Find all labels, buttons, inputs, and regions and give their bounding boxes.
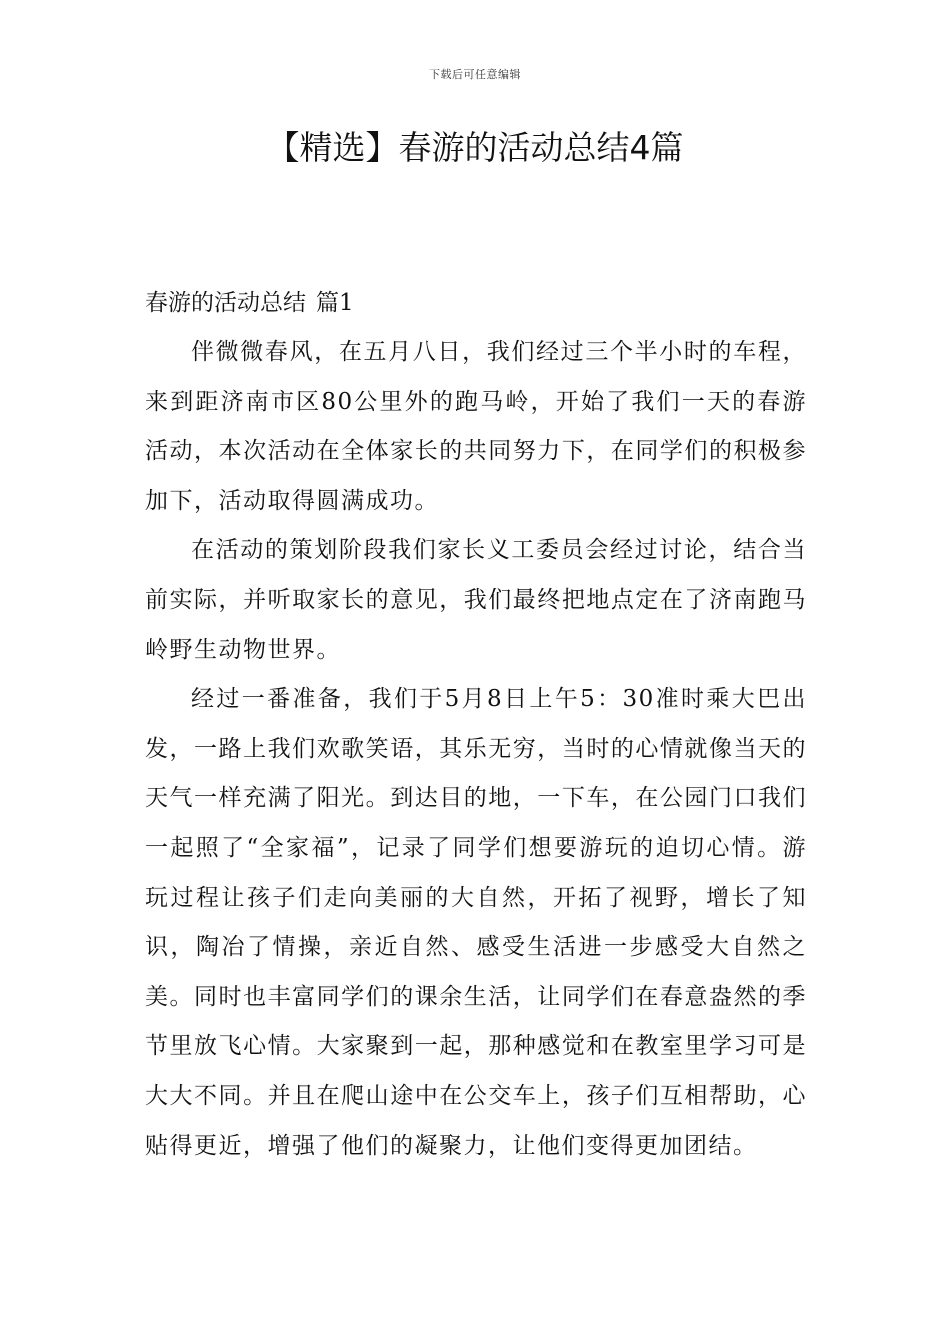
- document-title: 【精选】春游的活动总结4篇: [266, 128, 684, 167]
- section-heading: [145, 278, 807, 328]
- section-number: 篇1: [316, 290, 354, 316]
- section-heading-text: 春游的活动总结: [145, 290, 306, 316]
- document-body: [145, 278, 807, 1171]
- paragraph-1: 伴微微春风，在五月八日，我们经过三个半小时的车程，来到距济南市区80公里外的跑马岭，开始了我们一天的春游活动，本次活动在全体家长的共同努力下，在同学们的积极参加下，活动取得圆满成功。: [145, 339, 807, 514]
- header-note: 下载后可任意编辑: [429, 68, 521, 81]
- paragraph-2: 在活动的策划阶段我们家长义工委员会经过讨论，结合当前实际，并听取家长的意见，我们最终把地点定在了济南跑马岭野生动物世界。: [145, 537, 807, 663]
- paragraph-3: 经过一番准备，我们于5月8日上午5：30准时乘大巴出发，一路上我们欢歌笑语，其乐无穷，当时的心情就像当天的天气一样充满了阳光。到达目的地，一下车，在公园门口我们一起照了“全家福”，记录了同学们想要游玩的迫切心情。游玩过程让孩子们走向美丽的大自然，开拓了视野，增长了知识，陶冶了情操，亲近自然、感受生活进一步感受大自然之美。同时也丰富同学们的课余生活，让同学们在春意盎然的季节里放飞心情。大家聚到一起，那种感觉和在教室里学习可是大大不同。并且在爬山途中在公交车上，孩子们互相帮助，心贴得更近，增强了他们的凝聚力，让他们变得更加团结。: [145, 686, 807, 1159]
